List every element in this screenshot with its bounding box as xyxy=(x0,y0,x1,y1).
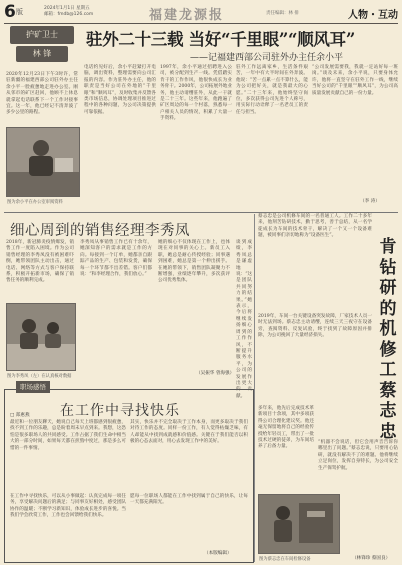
article4-author: □ 郑惠燕 xyxy=(10,413,30,418)
article3-byline: （林锋珍 蔡国良） xyxy=(352,556,391,561)
article1-col3: 1997年，余小平通过招聘进入公司，被分配到生产一线。凭借踏实肯干的工作作风，他很快成长为业务骨干。2000年，公司拓展外地业务，他主动请缨驻外，从此一干就是二十三年。这些年来，他跑遍了矿区周边的每一个村落，熟悉每一户相关人员的情况，积累了大量一手资料。 xyxy=(160,65,232,122)
article3-photo xyxy=(258,494,340,562)
article3-col3: 多年来，他先后完成技术革新项目十余项，其中多项获得公司合理化建议奖。他还毫无保留地将自己的经验传授给年轻员工，带出了一批技术过硬的徒弟，为车间培养了后备力量。 xyxy=(258,406,314,450)
mechanic-image xyxy=(259,495,339,553)
article1-col1: 2020年12月23日下午3时许，常驻新疆的福建西部公司驻外办主任余小平一脸疲惫地走进办公室。刚从邻市的矿区赶回，他顾不上休息就拿起电话联系下一个工作对接事宜。这一年，他已经记不清奔波了多少公里的路程。 xyxy=(6,72,78,116)
article1-byline: （李 涛） xyxy=(360,199,380,204)
article1-col5: “公司发展需要我，我就一定站好每一班岗。”谈及未来，余小平说，只要身体允许，他将一直坚守在驻外工作一线，继续当好公司的“千里眼”“顺风耳”，为公司高质量发展贡献自己的一份力量。 xyxy=(312,65,398,96)
divider-1 xyxy=(4,212,398,213)
article3-photo-caption: 图为蔡志忠在车间检修设备 xyxy=(259,557,311,562)
article1-subtitle: ——记福建西部公司驻外办主任余小平 xyxy=(190,53,344,63)
article4-headline: 在工作中寻找快乐 xyxy=(60,403,180,419)
header-email: 邮箱：fmdb@126.com xyxy=(44,12,94,17)
article2-col1: 2018年，新冠肺炎疫情爆发，销售工作一度陷入困境。作为公司销售经理的李秀凤没有被困难吓倒，她带领团队主动出击，通过电话、网络等方式与客户保持联系，积极开拓新市场，确保了销售任务的顺利完成。 xyxy=(6,240,74,284)
article3-col1: 蔡志忠是公司机修车间的一名普通工人。工作二十多年来，他刻苦钻研技术，勤于思考，善于总结，从一名学徒成长为车间的技术骨干，解决了一个又一个设备难题，被同事们亲切地称为“设备医生”。 xyxy=(258,214,372,239)
article1-headline: 驻外二十三载 当好“千里眼”“顺风耳” xyxy=(86,30,356,49)
article4-col2: 其实，快乐并不完全取决于工作本身，而更多取决于我们对待工作的态度。同样一份工作，有人觉得枯燥乏味，有人却能从中找到成就感和价值感。关键在于我们能否以积极的心态去面对，用心去发现工作中的美好。 xyxy=(130,420,248,445)
page-number: 6 xyxy=(4,2,16,22)
article3-col4: “机器不会说话，但它会用声音告诉你哪里出了问题。”蔡志忠说，只要用心钻研，就没有解决不了的难题。他将继续立足岗位，发挥自身特长，为公司安全生产保驾护航。 xyxy=(318,440,398,471)
article4-tail: （本版编辑） xyxy=(204,551,232,556)
divider-vertical xyxy=(254,214,255,562)
article4-col3: 在工作中寻找快乐，可以从小事做起：认真完成每一项任务，享受解决问题后的满足；与同事友好相处，感受团队协作的温暖；不断学习新知识，体验成长进步的喜悦。当我们学会欣赏工作，工作也会回馈给我们快乐。 xyxy=(10,494,126,519)
person-at-desk-image xyxy=(7,128,79,196)
article3-vertical-headline: 肯钻研的机修工蔡志忠 xyxy=(379,237,397,442)
article4-col4: 愿每一位职场人都能在工作中找到属于自己的快乐，让每一天都充满阳光。 xyxy=(130,494,248,506)
stamp-bottom: 林 锋 xyxy=(16,46,68,62)
article2-photo-caption: 图为李秀凤（左）在认真核对数据 xyxy=(7,374,72,379)
header-date: 2024年1月1日 星期五 xyxy=(44,6,90,11)
article4-col1: 最近和一位朋友聊天，她说自己每天上班都感到很疲惫，找不到工作的乐趣，总是盼着周末早点到来。我想，这恐怕是很多职场人的共同感受。工作占据了我们生命中相当大的一部分时间，如果每天都在煎熬中度过，那是多么可惜的一件事情。 xyxy=(10,420,126,451)
page-header xyxy=(4,3,398,24)
header-editor: 责任编辑：林 排 xyxy=(266,11,299,16)
article2-col4: 谈到成绩，李秀凤总是谦虚地说：“这是团队共同努力的结果。”她表示，今后将继续发扬细心周到的工作作风，不断提升服务水平，为公司的发展作出更大的贡献。 xyxy=(236,240,253,399)
header-meta xyxy=(44,6,93,18)
article1-photo-caption: 图为余小平在办公室审阅资料 xyxy=(7,200,63,205)
article2-col2: 李秀凤从事销售工作已有十余年，她深知客户的需求就是工作的方向。每接到一个订单，她都亲自跟踪产品的生产、包装和发货，确保每一个环节都不出差错。客户们都说：“和李经理合作，我们放心。” xyxy=(80,240,152,278)
section-title: 人物・互动 xyxy=(348,10,398,21)
office-workers-image xyxy=(7,304,75,370)
article2-col3: 她的细心不仅体现在工作上，也体现在对同事的关心上。新员工入职，她总是耐心传授经验；同事遇到困难，她总是第一个伸出援手。在她的带领下，销售团队凝聚力不断增强，业绩逐年攀升，多次获评公司优秀集体。 xyxy=(158,240,230,284)
article2-photo xyxy=(6,303,76,379)
article3-col2: 2019年，车间一台关键设备突发故障，厂家技术人员一时无法到场。蔡志忠主动请缨，连续三天三夜守在设备旁，查阅资料、反复试验，终于找到了故障原因并排除，为公司挽回了大量经济损失。 xyxy=(258,314,372,339)
page-number-suffix: 版 xyxy=(16,8,23,16)
article1-col4: 驻外工作远离家乡，生活条件艰苦，一年中有大半时间在外奔波。他说：“苦一点累一点不算什么，能为公司把好关，就是我最大的心愿。”二十三年来，他始终坚守岗位，多次获得公司先进个人称号，用实际行动诠释了一名老员工的责任与担当。 xyxy=(236,65,308,115)
article1-stamp xyxy=(6,26,78,70)
article4-column-label: 职场感悟 xyxy=(16,381,50,393)
masthead-watermark: 福建龙源报 xyxy=(149,8,225,23)
stamp-top: 护矿卫士 xyxy=(10,26,74,44)
article2-headline: 细心周到的销售经理李秀凤 xyxy=(10,223,190,239)
article1-col2: 电话约见好后，余小平赶紧打开电脑，调出资料，整理需要向公司汇报的内容。作为驻外办主任，他的职责是当好公司在外地的“千里眼”和“顺风耳”，及时收集并反馈各类市场信息，协调处理项目推进过程中的各种问题，为公司决策提供可靠依据。 xyxy=(84,65,156,115)
article1-photo xyxy=(6,127,80,205)
article2-byline: （吴振华 曾海强） xyxy=(196,371,235,376)
